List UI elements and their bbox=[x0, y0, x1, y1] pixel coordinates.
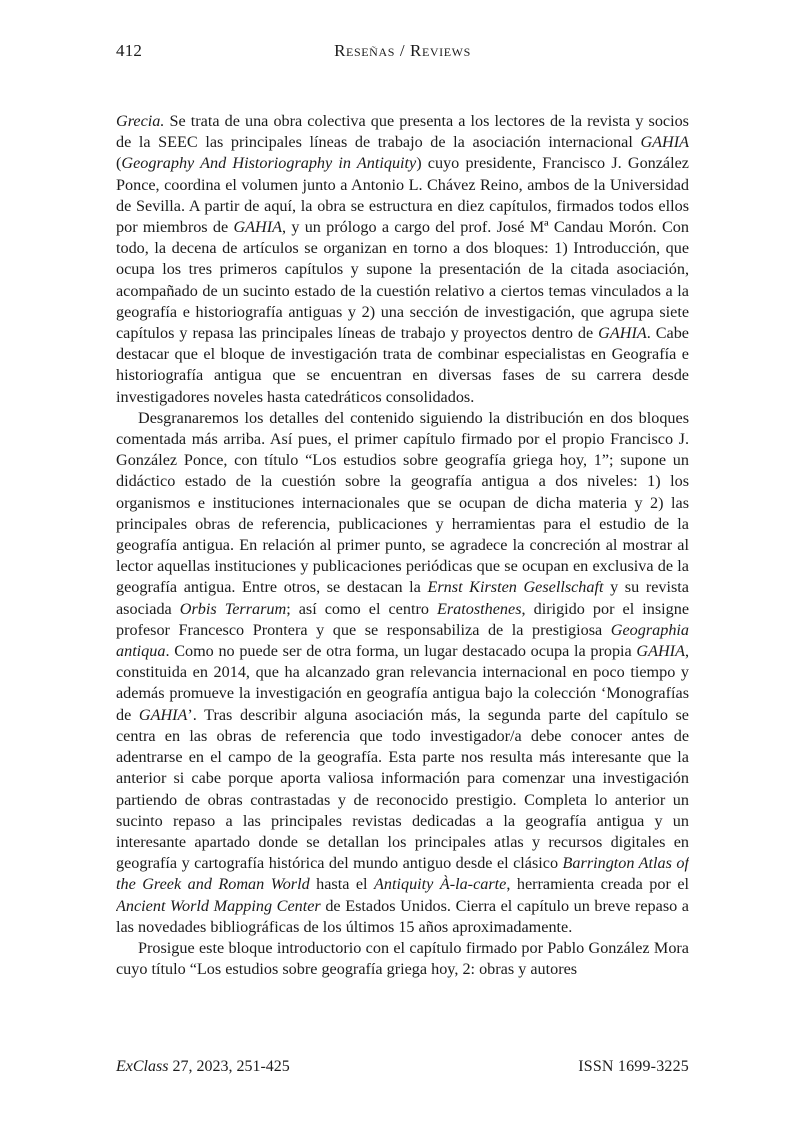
italic-text-run: Grecia. bbox=[116, 112, 165, 130]
paragraph bbox=[116, 408, 689, 938]
text-run: ( bbox=[116, 154, 122, 173]
text-run: de Estados Unidos. Cierra el capítulo un breve repaso a las novedades bibliográficas de los últimos 15 años aproximadamente. bbox=[116, 896, 689, 936]
journal-volume-pages: 27, 2023, 251-425 bbox=[168, 1058, 290, 1075]
page-number: 412 bbox=[116, 41, 143, 60]
text-run: , y un prólogo a cargo del prof. José Mª Candau Morón. Con todo, la decena de artículos se organizan en torno a dos bloques: 1) Introducción, que ocupa los tres primeros capítulos y supone la presentación de la citada asociación, acompañado de un sucinto estado de la cuestión relativo a ciertos temas vinculados a la geografía e historiografía antiguas y 2) una sección de investigación, que agrupa siete capítulos y repasa las principales líneas de trabajo y proyectos dentro de bbox=[116, 218, 689, 343]
text-run: hasta el bbox=[309, 875, 375, 894]
text-run: , herramienta creada por el bbox=[506, 875, 689, 894]
italic-text-run: Orbis Terrarum bbox=[179, 599, 287, 618]
italic-text-run: Geography And Historiography in Antiquity bbox=[121, 154, 417, 173]
text-run: , constituida en 2014, que ha alcanzado gran relevancia internacional en poco tiempo y además promueve la investigación en geografía antigua bajo la colección ‘Monografías de bbox=[116, 642, 689, 724]
running-title: Reseñas / Reviews bbox=[334, 41, 471, 60]
text-run: ’. Tras describir alguna asociación más, la segunda parte del capítulo se centra en las obras de referencia que todo investigador/a debe conocer antes de adentrarse en el campo de la geografía. Esta parte nos resulta más interesante que la anterior si cabe porque aporta valiosa información para comenzar una investigación partiendo de obras contrastadas y de reconocido prestigio. Completa lo anterior un sucinto repaso a las principales revistas dedicadas a la geografía antigua y un interesante apartado donde se detallan los principales atlas y recursos digitales en geografía y cartografía histórica del mundo antiguo desde el clásico bbox=[116, 705, 689, 873]
text-run: ; así como el centro bbox=[286, 599, 437, 618]
italic-text-run: Eratosthenes bbox=[436, 599, 522, 618]
italic-text-run: GAHIA bbox=[138, 705, 188, 724]
text-run: Desgranaremos los detalles del contenido siguiendo la distribución en dos bloques comentada más arriba. Así pues, el primer capítulo firmado por el propio Francisco J. González Ponce, con título “Los estudios sobre geografía griega hoy, 1”; supone un didáctico estado de la cuestión sobre la geografía antigua a dos niveles: 1) los organismos e instituciones internacionales que se ocupan de dicha materia y 2) las principales obras de referencia, publicaciones y herramientas para el estudio de la geografía antigua. En relación al primer punto, se agradece la concreción al mostrar al lector aquellas instituciones y publicaciones periódicas que se ocupan en exclusiva de la geografía antigua. Entre otros, se destacan la bbox=[116, 408, 689, 597]
text-run: Prosigue este bloque introductorio con el capítulo firmado por Pablo González Mora cuyo título “Los estudios sobre geografía griega hoy, 2: obras y autores bbox=[116, 938, 689, 979]
italic-text-run: Ernst Kirsten Gesellschaft bbox=[427, 578, 604, 597]
page-footer bbox=[116, 1058, 689, 1076]
italic-text-run: Geographia antiqua bbox=[116, 620, 689, 661]
paragraph bbox=[116, 938, 689, 980]
running-header bbox=[116, 41, 689, 63]
page-body bbox=[116, 111, 689, 1036]
italic-text-run: Barrington Atlas of the Greek and Roman World bbox=[116, 854, 689, 894]
journal-citation bbox=[116, 1058, 290, 1076]
italic-text-run: Ancient World Mapping Center bbox=[116, 896, 321, 915]
paragraph bbox=[116, 111, 689, 408]
italic-text-run: GAHIA bbox=[636, 642, 685, 661]
text-run: y su revista asociada bbox=[116, 578, 689, 618]
journal-name: ExClass bbox=[116, 1058, 169, 1075]
italic-text-run: Antiquity À-la-carte bbox=[374, 875, 507, 894]
text-run: , dirigido por el insigne profesor Francesco Prontera y que se responsabiliza de la prestigiosa bbox=[116, 599, 689, 639]
italic-text-run: GAHIA bbox=[640, 133, 689, 152]
text-run: Se trata de una obra colectiva que presenta a los lectores de la revista y socios de la SEEC las principales líneas de trabajo de la asociación internacional bbox=[116, 112, 689, 152]
text-run: . Como no puede ser de otra forma, un lugar destacado ocupa la propia bbox=[165, 642, 637, 661]
italic-text-run: GAHIA bbox=[598, 324, 647, 343]
text-run: . Cabe destacar que el bloque de investigación trata de combinar especialistas en Geografía e historiografía antigua que se encuentran en diversas fases de su carrera desde investigadores noveles hasta catedráticos consolidados. bbox=[116, 324, 689, 406]
issn: ISSN 1699-3225 bbox=[578, 1058, 689, 1075]
text-run: ) cuyo presidente, Francisco J. González Ponce, coordina el volumen junto a Antonio L. Chávez Reino, ambos de la Universidad de Sevilla. A partir de aquí, la obra se estructura en diez capítulos, firmados todos ellos por miembros de bbox=[116, 154, 689, 237]
italic-text-run: GAHIA bbox=[233, 218, 282, 237]
